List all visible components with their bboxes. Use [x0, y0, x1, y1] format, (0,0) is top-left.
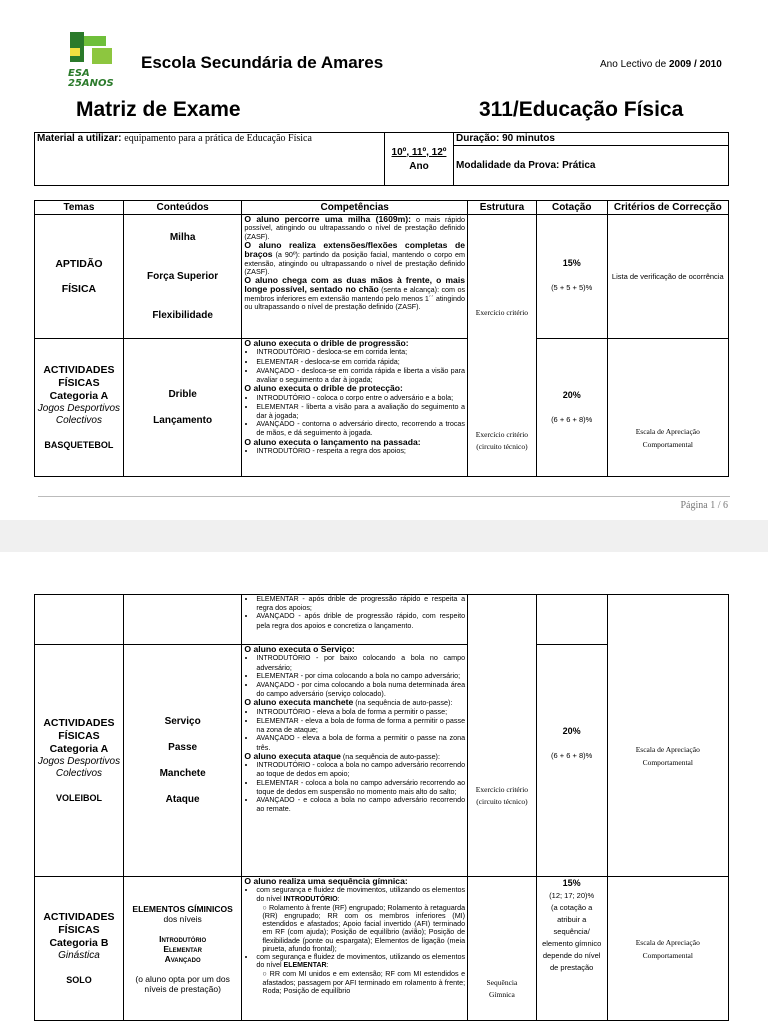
comp-volei-h2-text: (na sequência de auto-passe): [353, 698, 453, 708]
tema-aptidao-l2: FÍSICA [61, 282, 97, 295]
cont-gin-5: Avançado [164, 953, 201, 964]
comp-volei-h3-text: (na sequência de auto-passe): [340, 751, 440, 761]
list-volei-1 [244, 654, 465, 698]
tema-basket-1: ACTIVIDADES FÍSICAS [43, 363, 115, 389]
criterios-gin-2: Comportamental [642, 950, 693, 960]
list-item: • ELEMENTAR - eleva a bola de forma de forma a permitir o passe na zona de ataque; [256, 717, 465, 734]
estrutura-gin-2: Gímnica [489, 989, 515, 999]
list-item: • ELEMENTAR - por cima colocando a bola no campo adversário; [256, 672, 465, 681]
list-basket-cont [244, 595, 465, 630]
page-2 [0, 552, 768, 1024]
estrutura-basket-2: (circuito técnico) [476, 441, 528, 451]
col-conteudos: Conteúdos [123, 201, 242, 215]
exam-matrix-table-1 [34, 200, 729, 477]
competencias-basket [242, 339, 468, 477]
duracao-cell: Duração: 90 minutos [454, 133, 729, 146]
row-basquetebol [35, 339, 729, 477]
anos-cell [385, 133, 454, 186]
row-basket-cont [35, 595, 729, 645]
tema-basket-3: Jogos Desportivos Colectivos [37, 402, 121, 426]
ano-lectivo-label: Ano Lectivo de [600, 59, 667, 70]
list-item: • ELEMENTAR - após drible de progressão rápido e respeita a regra dos apoios; [256, 595, 465, 612]
cotacao-volei-det: (6 + 6 + 8)% [551, 751, 593, 760]
tema-basket-2: Categoria A [49, 389, 109, 402]
criterios-aptidao-value: Lista de verificação de ocorrência [611, 272, 724, 281]
list-item: • com segurança e fluidez de movimentos, utilizando os elementos do nível ELEMENTAR: ○ RR com MI unidos e em extensão; RF com MI estendidos e afastados; passagem por AFI terminado em rolamento à frente; Roda; Posição de equilíbrio [256, 953, 465, 995]
tema-ginastica [35, 877, 124, 1021]
comp-gin-h1: O aluno realiza uma sequência gímnica: [244, 876, 408, 886]
estrutura-volei-1: Exercício critério [475, 784, 529, 794]
comp-volei-h2: O aluno executa manchete [244, 697, 354, 708]
material-label: Material a utilizar: [37, 133, 122, 144]
page-title: Matriz de Exame [76, 98, 241, 121]
cotacao-aptidao-value: 15% [562, 258, 581, 268]
criterios-ginastica [607, 877, 728, 1021]
list-item: • INTRODUTÓRIO - coloca a bola no campo adversário recorrendo ao toque de dedos em apoio; [256, 761, 465, 778]
cotacao-ginastica [536, 877, 607, 1021]
list-basket-1 [244, 348, 465, 384]
tema-volei [35, 645, 124, 877]
cotacao-volei-value: 20% [562, 726, 581, 736]
conteudo-servico: Serviço [164, 716, 201, 727]
cont-gin-1: ELEMENTOS GÍMINICOS [132, 903, 233, 914]
tema-volei-3: Jogos Desportivos Colectivos [37, 755, 121, 779]
ano-label: Ano [409, 160, 429, 172]
modalidade-cell: Modalidade da Prova: Prática [454, 146, 729, 186]
list-item: • INTRODUTÓRIO - respeita a regra dos apoios; [256, 447, 465, 456]
list-item: • AVANÇADO - eleva a bola de forma a permitir o passe na zona três. [256, 734, 465, 751]
school-logo [64, 28, 120, 88]
criterios-volei [607, 595, 728, 877]
list-item: • INTRODUTÓRIO - coloca o corpo entre o adversário e a bola; [256, 394, 465, 403]
list-item: • INTRODUTÓRIO - por baixo colocando a bola no campo adversário; [256, 654, 465, 671]
conteudo-ataque: Ataque [165, 794, 200, 805]
logo-text-2: 25ANOS [68, 78, 114, 88]
cotacao-gin-det: (12; 17; 20)% [549, 891, 595, 900]
conteudos-basket [123, 339, 242, 477]
criterios-volei-1: Escala de Apreciação [635, 744, 700, 754]
ano-lectivo-value: 2009 / 2010 [668, 59, 722, 70]
cotacao-volei [536, 645, 607, 877]
cotacao-aptidao-det: (5 + 5 + 5)% [551, 283, 593, 292]
list-item: • com segurança e fluidez de movimentos, utilizando os elementos do nível INTRODUTÓRIO: ○ Rolamento à frente (RF) engrupado; Rolamento à retaguarda (RR) engrupado; RR com os membros inferiores (MI) estendidos e afastados; Apoio facial invertido (AFI) terminado em RF (com ajuda); Posição de equilíbrio (avião); Posição de flexibilidade (ponte ou espargata); Elementos de ligação (meia pirueta, afundo frontal); [256, 886, 465, 953]
estrutura-basket-1: Exercício critério [475, 429, 529, 439]
tema-aptidao-l1: APTIDÃO [55, 257, 103, 270]
exam-matrix-table-2 [34, 594, 729, 1021]
comp-forca-head: O aluno realiza extensões/flexões completas de braços [244, 239, 466, 260]
comp-basket-h1: O aluno executa o drible de progressão: [244, 338, 409, 348]
tema-gin-4: SOLO [66, 974, 92, 985]
comp-basket-h3: O aluno executa o lançamento na passada: [244, 436, 421, 447]
list-item: • AVANÇADO - e coloca a bola no campo adversário recorrendo ao remate. [256, 796, 465, 813]
col-temas: Temas [35, 201, 124, 215]
competencias-ginastica [242, 877, 468, 1021]
criterios-aptidao [607, 215, 728, 339]
comp-flex-text: (senta e alcança): com os membros inferiores em extensão mantendo pelo menos 1´´ atingindo ou ultrapassando o nível de prestação definido (ZASF). [244, 285, 466, 312]
col-criterios: Critérios de Correcção [607, 201, 728, 215]
tema-volei-1: ACTIVIDADES FÍSICAS [43, 716, 115, 742]
list-volei-2 [244, 708, 465, 752]
list-item: • AVANÇADO - por cima colocando a bola numa determinada área do campo adversário (serviço colocado). [256, 681, 465, 698]
tema-gin-3: Ginástica [58, 949, 100, 961]
cotacao-gin-value: 15% [562, 878, 581, 888]
list-item: • INTRODUTÓRIO - desloca-se em corrida lenta; [256, 348, 465, 357]
tema-aptidao [35, 215, 124, 339]
conteudo-lancamento: Lançamento [153, 415, 213, 426]
comp-basket-h2: O aluno executa o drible de protecção: [244, 383, 403, 394]
row-ginastica [35, 877, 729, 1021]
estrutura-ginastica [468, 877, 537, 1021]
estrutura-volei-2: (circuito técnico) [476, 796, 528, 806]
col-estrutura: Estrutura [468, 201, 537, 215]
estrutura-gin-1: Sequência [486, 977, 518, 987]
conteudos-volei [123, 645, 241, 877]
col-cotacao: Cotação [536, 201, 607, 215]
conteudos-aptidao [123, 215, 242, 339]
competencias-aptidao [242, 215, 468, 339]
list-item: • AVANÇADO - contorna o adversário directo, recorrendo a trocas de mãos, e dá seguimento à jogada. [256, 420, 465, 437]
cotacao-aptidao [536, 215, 607, 339]
comp-flex-head: O aluno chega com as duas mãos à frente, o mais longe possível, sentado no chão [244, 275, 466, 295]
list-gin [244, 886, 465, 995]
list-item: • ELEMENTAR - desloca-se em corrida rápida; [256, 358, 465, 367]
col-competencias: Competências [242, 201, 468, 215]
material-cell [35, 133, 385, 186]
conteudo-flexibilidade: Flexibilidade [152, 310, 213, 321]
criterios-volei-2: Comportamental [642, 757, 693, 767]
conteudo-manchete: Manchete [159, 768, 206, 779]
cotacao-basket-value: 20% [562, 390, 581, 400]
cotacao-basket [536, 339, 607, 477]
list-item: • ELEMENTAR - coloca a bola no campo adversário recorrendo ao toque de dedos em suspensão no momento mais alto do salto; [256, 779, 465, 796]
cotacao-gin-note: (a cotação a atribuir a sequência/ elemento gímnico depende do nível de prestação [542, 903, 602, 972]
material-value: equipamento para a prática de Educação Física [124, 133, 312, 144]
logo-text-1: ESA [68, 68, 90, 79]
criterios-basket-2: Comportamental [642, 439, 693, 449]
school-name: Escola Secundária de Amares [141, 53, 384, 72]
competencias-basket-cont [242, 595, 468, 645]
list-item: • ELEMENTAR - liberta a visão para a avaliação do seguimento a dar à jogada; [256, 403, 465, 420]
anos-value: 10º, 11º, 12º [391, 146, 447, 158]
estrutura-2 [468, 595, 537, 877]
criterios-basket-1: Escala de Apreciação [635, 426, 700, 436]
list-basket-2 [244, 394, 465, 438]
tema-volei-2: Categoria A [49, 742, 109, 755]
comp-milha-head: O aluno percorre uma milha (1609m): [244, 214, 411, 224]
cotacao-basket-det: (6 + 6 + 8)% [551, 415, 593, 424]
conteudos-ginastica [123, 877, 241, 1021]
comp-forca-text: (a 90º): partindo da posição facial, mantendo o corpo em extensão, atingindo ou ultrapassando o nível de prestação definido (ZASF). [244, 250, 466, 276]
list-item: • AVANÇADO - desloca-se em corrida rápida e liberta a visão para avaliar o seguimento a dar à jogada; [256, 367, 465, 384]
list-item: • INTRODUTÓRIO - eleva a bola de forma a permitir o passe; [256, 708, 465, 717]
ano-lectivo [600, 59, 722, 70]
estrutura-1 [468, 215, 537, 477]
exam-code: 311/Educação Física [479, 98, 684, 121]
list-basket-3 [244, 447, 465, 456]
conteudo-passe: Passe [168, 742, 198, 753]
info-table [34, 132, 729, 186]
footer-divider [38, 496, 730, 497]
tema-volei-4: VOLEIBOL [55, 792, 102, 803]
page-number: Página 1 / 6 [680, 500, 728, 511]
comp-volei-h3: O aluno executa ataque [244, 750, 341, 761]
list-item: • AVANÇADO - após drible de progressão rápido, com respeito pela regra dos apoios e concretiza o lançamento. [256, 612, 465, 629]
cont-gin-3: Introdutório [159, 933, 207, 944]
tema-basket-4: BASQUETEBOL [44, 439, 114, 450]
estrutura-aptidao: Exercício critério [475, 307, 529, 317]
conteudo-milha: Milha [169, 232, 196, 243]
list-volei-3 [244, 761, 465, 813]
comp-milha-text: o mais rápido possível, atingindo ou ultrapassando o nível de prestação definido (ZASF). [244, 215, 466, 241]
competencias-volei [242, 645, 468, 877]
criterios-gin-1: Escala de Apreciação [635, 937, 700, 947]
criterios-basket [607, 339, 728, 477]
cont-gin-2: dos níveis [163, 913, 202, 924]
row-aptidao [35, 215, 729, 339]
comp-volei-h1: O aluno executa o Serviço: [244, 644, 355, 654]
cont-gin-4: Elementar [163, 943, 202, 954]
conteudo-forca: Força Superior [147, 271, 219, 282]
tema-gin-2: Categoria B [49, 936, 109, 949]
cont-gin-6: (o aluno opta por um dos níveis de prestação) [135, 973, 230, 994]
conteudo-drible: Drible [168, 389, 197, 400]
tema-basket [35, 339, 124, 477]
tema-gin-1: ACTIVIDADES FÍSICAS [43, 910, 115, 936]
